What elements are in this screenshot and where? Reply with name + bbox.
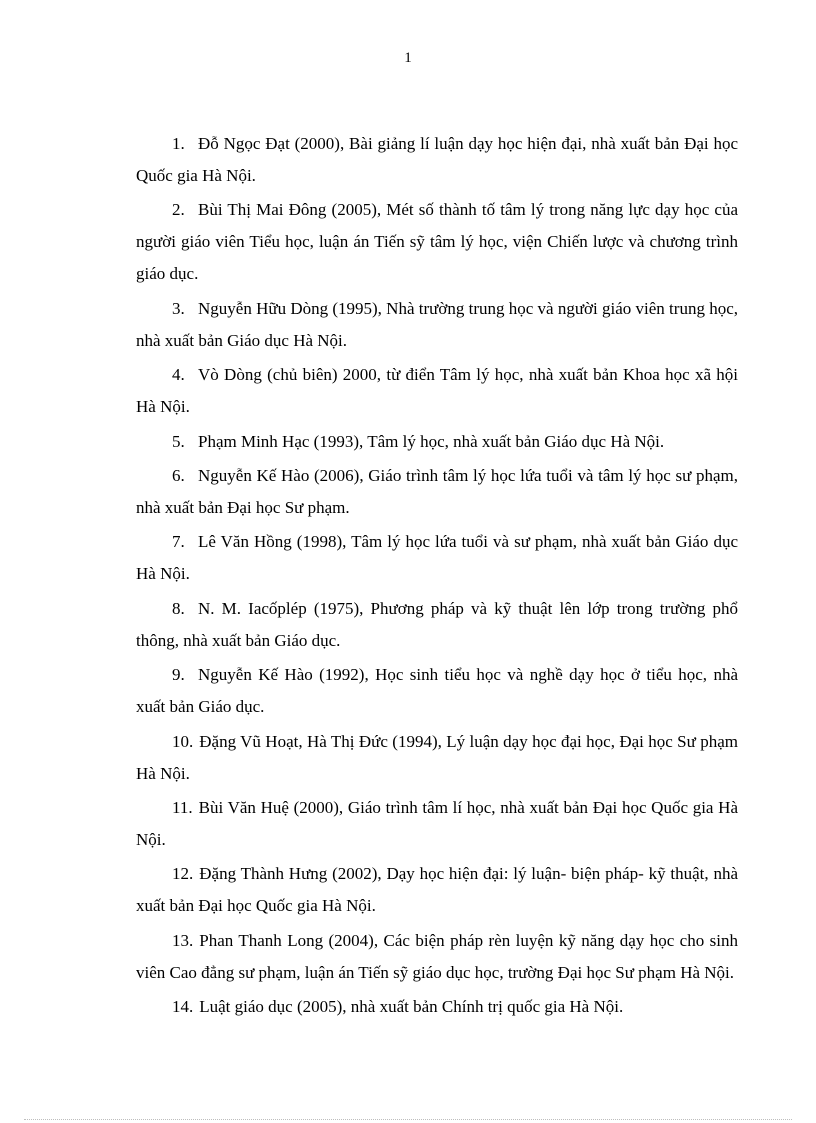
reference-item: [136, 460, 738, 524]
reference-item: [136, 792, 738, 856]
reference-text: N. M. Iacốplép (1975), Phương pháp và kỹ thuật lên lớp trong trường phổ thông, nhà xuất bản Giáo dục.: [136, 598, 738, 650]
reference-number: 14.: [172, 997, 194, 1017]
reference-text: Nguyễn Kế Hào (2006), Giáo trình tâm lý học lứa tuổi và tâm lý học sư phạm, nhà xuất bản Đại học Sư phạm.: [136, 465, 738, 517]
reference-number: 13.: [172, 930, 194, 950]
reference-item: [136, 593, 738, 657]
reference-number: 2.: [172, 200, 185, 220]
reference-number: 3.: [172, 298, 185, 318]
reference-item: [136, 858, 738, 922]
reference-text: Phạm Minh Hạc (1993), Tâm lý học, nhà xuất bản Giáo dục Hà Nội.: [198, 431, 665, 451]
reference-number: 9.: [172, 665, 185, 685]
reference-item: [136, 194, 738, 290]
reference-text: Vò Dòng (chủ biên) 2000, từ điển Tâm lý học, nhà xuất bản Khoa học xã hội Hà Nội.: [136, 365, 738, 417]
reference-text: Lê Văn Hồng (1998), Tâm lý học lứa tuổi và sư phạm, nhà xuất bản Giáo dục Hà Nội.: [136, 532, 738, 584]
reference-item: [136, 426, 738, 458]
footer-divider: [24, 1119, 792, 1120]
page-number: 1: [404, 50, 412, 66]
reference-item: [136, 991, 738, 1023]
reference-number: 10.: [172, 731, 194, 751]
reference-text: Bùi Văn Huệ (2000), Giáo trình tâm lí học, nhà xuất bản Đại học Quốc gia Hà Nội.: [136, 797, 738, 849]
reference-list: [136, 128, 738, 1025]
reference-item: [136, 128, 738, 192]
reference-item: [136, 659, 738, 723]
reference-number: 4.: [172, 365, 185, 385]
reference-text: Phan Thanh Long (2004), Các biện pháp rèn luyện kỹ năng dạy học cho sinh viên Cao đẳng sư phạm, luận án Tiến sỹ giáo dục học, trường Đại học Sư phạm Hà Nội.: [136, 930, 738, 982]
reference-item: [136, 526, 738, 590]
reference-item: [136, 359, 738, 423]
reference-number: 6.: [172, 465, 185, 485]
reference-number: 11.: [172, 797, 193, 817]
reference-number: 12.: [172, 864, 194, 884]
reference-number: 8.: [172, 598, 185, 618]
reference-number: 5.: [172, 431, 185, 451]
reference-number: 1.: [172, 134, 185, 153]
reference-text: Nguyễn Kế Hào (1992), Học sinh tiểu học và nghề dạy học ở tiểu học, nhà xuất bản Giáo dục.: [136, 665, 738, 717]
reference-text: Đỗ Ngọc Đạt (2000), Bài giảng lí luận dạy học hiện đại, nhà xuất bản Đại học Quốc gia Hà Nội.: [136, 134, 738, 185]
reference-text: Đặng Vũ Hoạt, Hà Thị Đức (1994), Lý luận dạy học đại học, Đại học Sư phạm Hà Nội.: [136, 731, 738, 783]
reference-text: Luật giáo dục (2005), nhà xuất bản Chính trị quốc gia Hà Nội.: [199, 997, 624, 1017]
reference-text: Bùi Thị Mai Đông (2005), Mét số thành tố tâm lý trong năng lực dạy học của người giáo viên Tiểu học, luận án Tiến sỹ tâm lý học, viện Chiến lược và chương trình giáo dục.: [136, 200, 738, 284]
reference-item: [136, 925, 738, 989]
reference-item: [136, 726, 738, 790]
reference-number: 7.: [172, 532, 185, 552]
reference-text: Đặng Thành Hưng (2002), Dạy học hiện đại: lý luận- biện pháp- kỹ thuật, nhà xuất bản Đại học Quốc gia Hà Nội.: [136, 864, 738, 916]
reference-item: [136, 293, 738, 357]
reference-text: Nguyễn Hữu Dòng (1995), Nhà trường trung học và người giáo viên trung học, nhà xuất bản Giáo dục Hà Nội.: [136, 298, 738, 350]
